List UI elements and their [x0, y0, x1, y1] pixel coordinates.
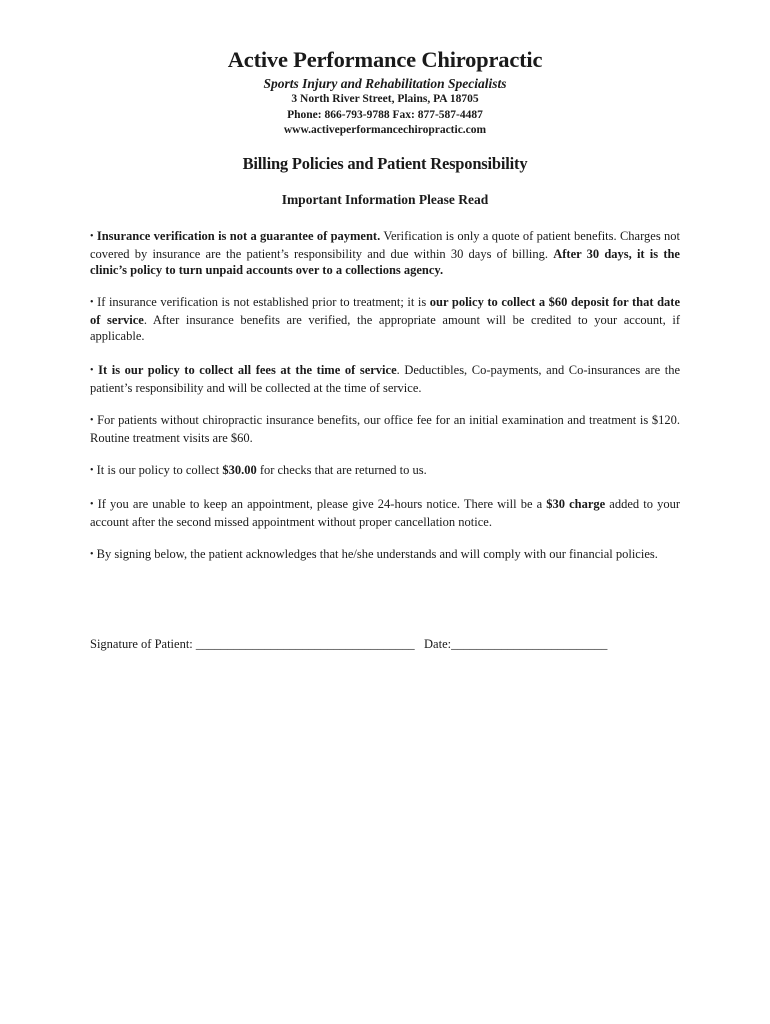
clinic-tagline: Sports Injury and Rehabilitation Specialists [263, 76, 507, 91]
clinic-address: 3 North River Street, Plains, PA 18705 [291, 93, 479, 105]
policy-text: Verification is only a quote of patient benefits. Charges not covered by insurance are the patient’s responsibility and due within 30 days of billing. [90, 229, 681, 261]
clinic-phone-fax: Phone: 866-793-9788 Fax: 877-587-4487 [287, 109, 483, 121]
bullet-icon: • [90, 231, 94, 242]
policy-insurance-verification [90, 228, 680, 279]
signature-label: Signature of Patient: [90, 637, 196, 651]
bullet-icon: • [90, 549, 94, 560]
policy-fees-at-service [90, 362, 680, 396]
date-label: Date: [424, 637, 452, 651]
policy-text-bold: It is our policy to collect all fees at the time of service [98, 363, 397, 377]
signature-row [90, 637, 690, 652]
bullet-icon: • [90, 297, 94, 308]
policy-acknowledgement [90, 546, 680, 564]
bullet-icon: • [90, 365, 94, 376]
policy-uninsured-fees [90, 412, 680, 446]
clinic-website: www.activeperformancechiropractic.com [283, 124, 487, 136]
policy-text: By signing below, the patient acknowledges that he/she understands and will comply with our financial policies. [96, 547, 658, 561]
policy-text: added to your account after the second missed appointment without proper cancellation notice. [90, 497, 680, 529]
policy-text-bold: our policy to collect a $60 deposit for that date of service [90, 295, 681, 327]
policy-text: . After insurance benefits are verified, the appropriate amount will be credited to your account, if applicable. [90, 312, 680, 343]
bullet-icon: • [90, 415, 94, 426]
policy-returned-checks [90, 462, 680, 480]
policy-text-bold: $30.00 [222, 463, 257, 477]
policy-text: . Deductibles, Co-payments, and Co-insurances are the patient’s responsibility and will be collected at the time of service. [90, 363, 681, 395]
policy-text: For patients without chiropractic insurance benefits, our office fee for an initial examination and treatment is $120. Routine treatment visits are $60. [90, 413, 680, 445]
policy-text: It is our policy to collect [96, 463, 223, 477]
clinic-name: Active Performance Chiropractic [227, 47, 543, 72]
policy-text-bold: After 30 days, it is the clinic’s policy to turn unpaid accounts over to a collections agency. [90, 246, 680, 277]
signature-line[interactable]: ___________________________________ [195, 637, 415, 651]
policy-text: for checks that are returned to us. [256, 463, 427, 477]
bullet-icon: • [90, 465, 94, 476]
policy-text: If insurance verification is not established prior to treatment; it is [97, 295, 430, 309]
policy-text: If you are unable to keep an appointment, please give 24-hours notice. There will be a [97, 497, 547, 511]
date-line[interactable]: _________________________ [451, 637, 608, 651]
policy-missed-appointment [90, 496, 680, 530]
policy-text-bold: Insurance verification is not a guarantee of payment. [96, 229, 381, 243]
bullet-icon: • [90, 499, 94, 510]
document-heading: Billing Policies and Patient Responsibility [242, 154, 528, 173]
policy-text-bold: $30 charge [546, 497, 606, 511]
document-subheading: Important Information Please Read [281, 192, 489, 207]
policy-deposit [90, 294, 680, 345]
